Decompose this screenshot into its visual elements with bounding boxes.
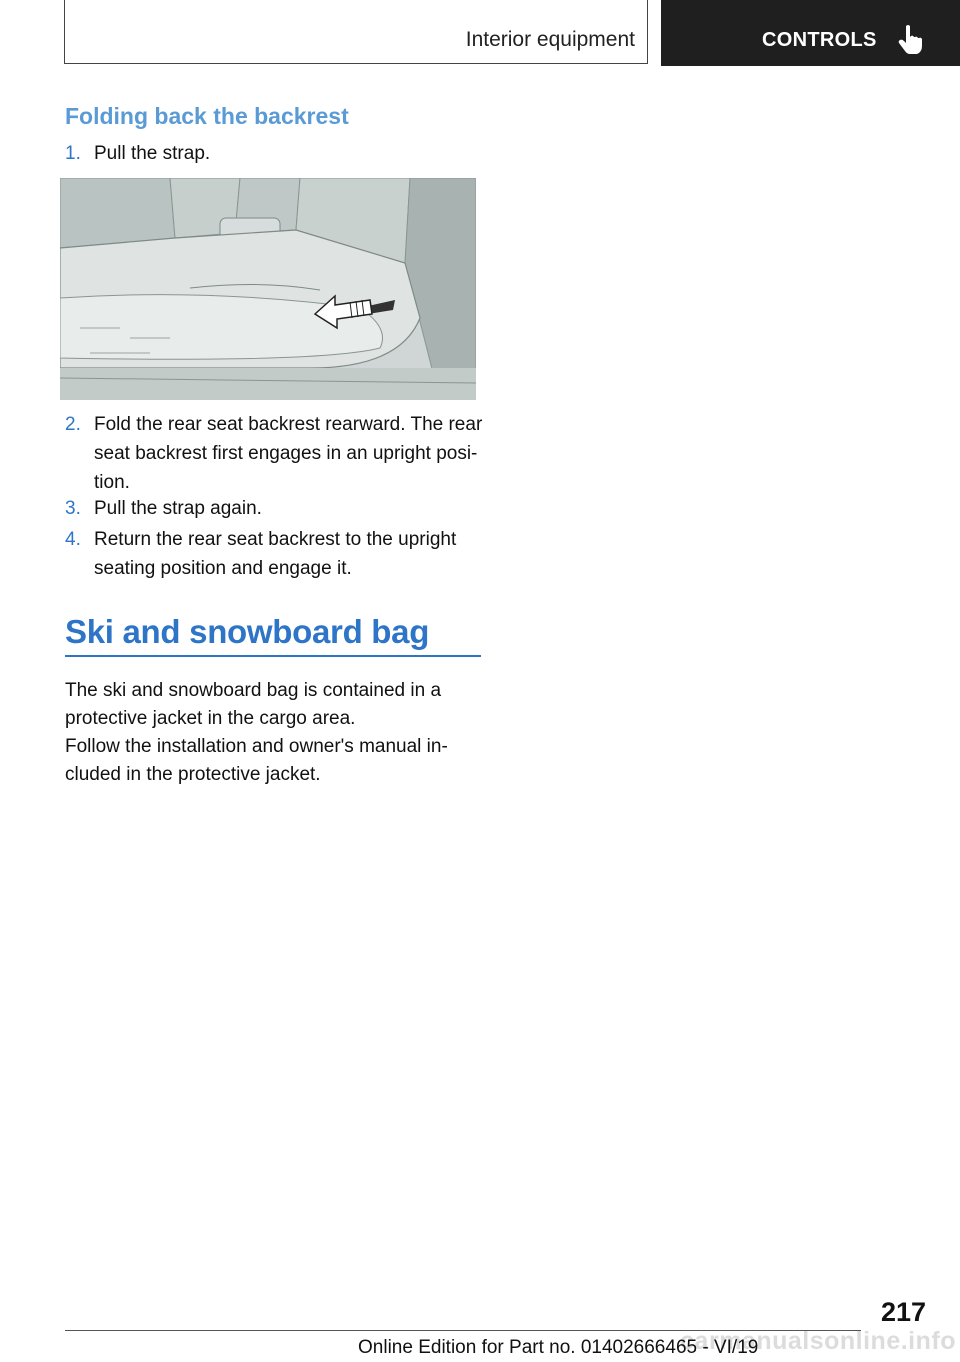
step-text: Fold the rear seat backrest rearward. The rear seat backrest first engages in an upright posi‐tion. xyxy=(94,414,483,493)
heading-divider xyxy=(65,655,481,657)
body-paragraph: Follow the installation and owner's manual in‐cluded in the protective jacket. xyxy=(65,736,448,785)
step-number: 3. xyxy=(65,498,81,519)
step-number: 2. xyxy=(65,414,81,435)
header-section-box xyxy=(64,0,648,64)
chapter-tab xyxy=(661,0,960,66)
body-paragraph: The ski and snowboard bag is contained in a protective jacket in the cargo area. xyxy=(65,680,442,729)
chapter-label: CONTROLS xyxy=(762,29,877,51)
rear-seat-drawing xyxy=(60,178,476,400)
footer-edition: Online Edition for Part no. 01402666465 - VI/19 xyxy=(358,1337,759,1358)
step-text: Pull the strap. xyxy=(94,143,211,164)
step-text: Return the rear seat backrest to the upright seating position and engage it. xyxy=(94,529,457,579)
step-text: Pull the strap again. xyxy=(94,498,262,519)
step-number: 4. xyxy=(65,529,81,550)
section-title: Interior equipment xyxy=(465,28,635,51)
pointing-hand-icon xyxy=(897,24,923,54)
step-number: 1. xyxy=(65,143,81,164)
section-subheading: Folding back the backrest xyxy=(65,103,349,129)
page-title: Ski and snowboard bag xyxy=(65,613,430,650)
rear-seat-illustration xyxy=(60,178,476,400)
watermark: carmanualsonline.info xyxy=(680,1327,956,1355)
page-number: 217 xyxy=(880,1297,926,1327)
